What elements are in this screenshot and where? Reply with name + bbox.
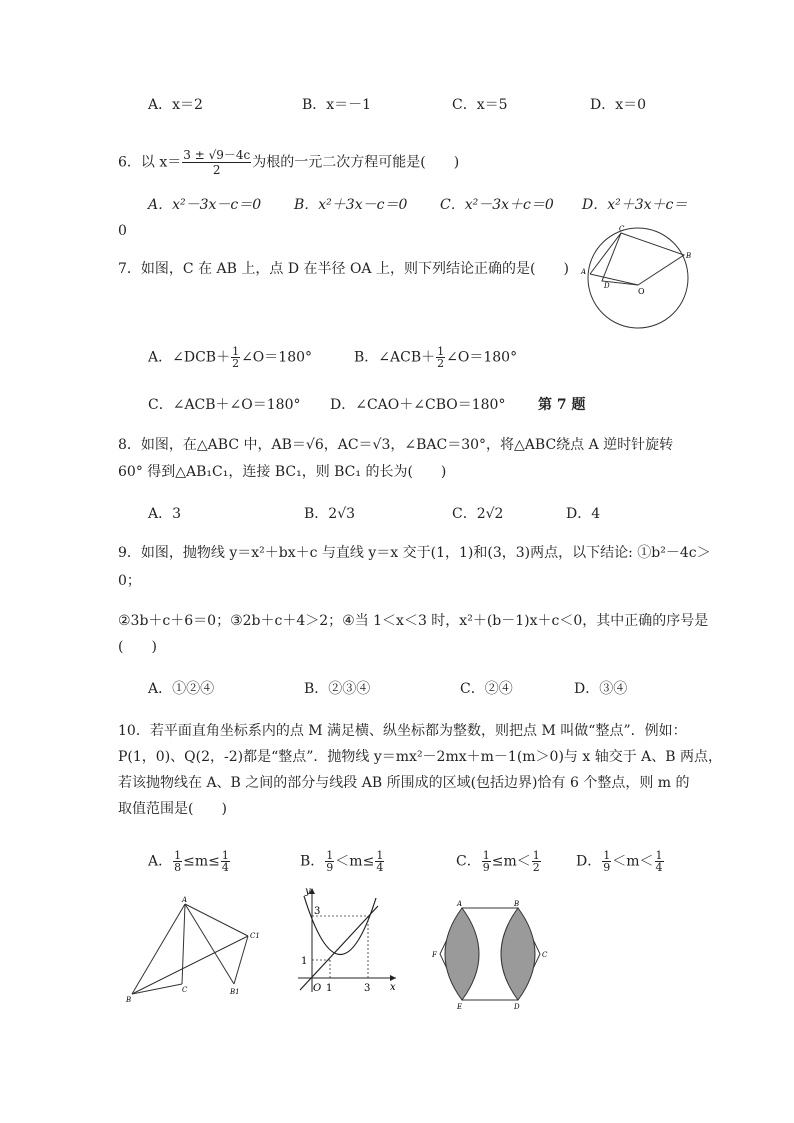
q10-d-d1: 9 [603, 861, 611, 874]
q10-a-d1: 8 [174, 861, 182, 874]
q7-stem: 7．如图，C 在 AB 上，点 D 在半径 OA 上，则下列结论正确的是( ) [118, 261, 569, 277]
q5-option-a: A．x＝2 [148, 97, 203, 113]
q9-option-a: A．①②④ [148, 681, 215, 697]
left-shaded-lens [445, 908, 479, 1000]
q10-d-n1: 1 [603, 849, 611, 862]
q7-label-o: O [638, 287, 645, 296]
q10-b-label: B． [300, 853, 325, 870]
q8-label-a: A [182, 896, 188, 904]
q10-a-label: A． [148, 853, 173, 870]
q9-tick-y3: 3 [314, 906, 321, 917]
q9-line3: ②3b＋c＋6＝0；③2b＋c＋4＞2；④当 1＜x＜3 时，x²＋(b－1)x＋c＜0，其中正确的序号是 [118, 613, 709, 629]
q8-label-b: B [126, 996, 132, 1004]
q9-tick-x1: 1 [326, 983, 333, 994]
q10-c-frac2 [532, 850, 541, 873]
hex-label-f: F [432, 951, 437, 959]
q10-line4: 取值范围是( ) [118, 801, 227, 817]
q8-seg-bc [132, 984, 182, 994]
q8-option-c: C．2√2 [452, 506, 504, 522]
q8-option-d: D．4 [566, 506, 601, 522]
hex-label-c: C [542, 951, 548, 959]
q7-option-c: C．∠ACB＋∠O＝180° [148, 397, 301, 413]
q6-option-b: B．x²＋3x－c＝0 [294, 197, 408, 213]
q9-label-o: O [313, 983, 322, 994]
q10-c-frac1 [482, 850, 491, 873]
q6-option-d: D．x²＋3x＋c＝ [582, 197, 688, 213]
q10-a-d2: 4 [221, 861, 229, 874]
q10-b-d1: 9 [326, 861, 334, 874]
q8-option-b: B．2√3 [304, 506, 356, 522]
q10-d-frac1 [602, 850, 611, 873]
q9-label-x: x [390, 982, 396, 993]
q7-half-den-a: 2 [232, 357, 240, 370]
q9-label-y: y [305, 886, 311, 897]
q10-d-d2: 4 [655, 861, 663, 874]
q6-option-d-wrap: 0 [118, 223, 127, 239]
q10-c-label: C． [456, 853, 481, 870]
q6-stem [118, 148, 459, 177]
q10-a-rel: ≤m≤ [183, 853, 220, 870]
q7-half-num-b: 1 [437, 345, 445, 358]
hex-label-d: D [514, 1003, 520, 1011]
q7-caption: 第 7 题 [538, 397, 586, 413]
q5-option-b: B．x＝－1 [302, 97, 372, 113]
q10-c-n1: 1 [482, 849, 490, 862]
q10-line2: P(1，0)、Q(2，-2)都是“整点”．抛物线 y＝mx²－2mx＋m－1(m＞0)与 x 轴交于 A、B 两点， [118, 749, 723, 765]
q7-radius-oa [590, 274, 638, 285]
hex-label-e: E [457, 1003, 463, 1011]
hexagon-figure [428, 896, 556, 1012]
q6-frac-den: 2 [212, 163, 221, 177]
q7-label-c: C [619, 225, 625, 233]
q9-parabola [304, 896, 376, 955]
q7-label-d: D [604, 282, 610, 290]
q10-option-a [148, 850, 231, 873]
q10-b-rel: ＜m≤ [335, 853, 375, 870]
q7-option-a-post: ∠O＝180° [241, 349, 313, 366]
q8-option-a: A．3 [148, 506, 182, 522]
q8-seg-b1c1 [234, 936, 248, 984]
q7-half-den-b: 2 [437, 357, 445, 370]
q6-option-a: A．x²－3x－c＝0 [148, 197, 262, 213]
q10-a-n2: 1 [221, 849, 229, 862]
q7-option-b [354, 346, 517, 369]
q9-x-arrow [390, 975, 396, 981]
q8-label-b1: B1 [230, 988, 240, 996]
q10-c-rel: ≤m＜ [491, 853, 531, 870]
q8-line1: 8．如图，在△ABC 中，AB＝√6，AC＝√3，∠BAC＝30°，将△ABC绕点 A 逆时针旋转 [118, 437, 674, 453]
q10-b-d2: 4 [376, 861, 384, 874]
q7-option-a-half [231, 346, 240, 369]
q6-stem-post: 为根的一元二次方程可能是( ) [252, 154, 460, 171]
q7-label-b: B [686, 252, 692, 260]
right-shaded-lens [501, 908, 535, 1000]
q10-option-d [576, 850, 665, 873]
q7-option-a [148, 346, 312, 369]
q5-option-d: D．x＝0 [590, 97, 647, 113]
q10-d-rel: ＜m＜ [612, 853, 654, 870]
hex-label-b: B [514, 900, 520, 908]
q10-b-frac2 [375, 850, 384, 873]
q6-fraction [182, 148, 251, 177]
q10-line3: 若该抛物线在 A、B 之间的部分与线段 AB 所围成的区域(包括边界)恰有 6 个整点，则 m 的 [118, 775, 690, 791]
q7-half-num-a: 1 [232, 345, 240, 358]
q7-figure [578, 222, 698, 338]
q6-frac-num: 3 ± √9－4c [183, 148, 251, 162]
q10-d-n2: 1 [655, 849, 663, 862]
q10-c-d2: 2 [532, 861, 540, 874]
q9-tick-y1: 1 [301, 956, 308, 967]
q7-option-b-post: ∠O＝180° [446, 349, 518, 366]
q5-option-c: C．x＝5 [452, 97, 508, 113]
hex-label-a: A [457, 900, 463, 908]
q9-line4: ( ) [118, 639, 157, 655]
q9-line2: 0； [118, 573, 141, 589]
q9-option-b: B．②③④ [304, 681, 371, 697]
q10-line1: 10．若平面直角坐标系内的点 M 满足横、纵坐标都为整数，则把点 M 叫做“整点”．例如： [118, 723, 687, 739]
q7-option-d: D．∠CAO＋∠CBO＝180° [330, 397, 506, 413]
q7-label-a: A [581, 268, 587, 276]
q7-option-a-pre: A．∠DCB＋ [148, 349, 231, 366]
q10-option-c [456, 850, 542, 873]
q10-c-d1: 9 [482, 861, 490, 874]
q10-d-label: D． [576, 853, 602, 870]
q9-option-d: D．③④ [574, 681, 628, 697]
q7-option-b-pre: B．∠ACB＋ [354, 349, 436, 366]
q9-option-c: C．②④ [460, 681, 513, 697]
q9-figure [290, 884, 402, 996]
q10-b-n2: 1 [376, 849, 384, 862]
q6-stem-pre: 6．以 x＝ [118, 154, 182, 171]
q10-b-frac1 [325, 850, 334, 873]
q10-a-frac1 [173, 850, 182, 873]
q8-label-c: C [182, 986, 188, 994]
q10-a-frac2 [221, 850, 230, 873]
q10-c-n2: 1 [532, 849, 540, 862]
q10-a-n1: 1 [174, 849, 182, 862]
q6-option-c: C．x²－3x＋c＝0 [440, 197, 554, 213]
q8-line2: 60° 得到△AB₁C₁，连接 BC₁，则 BC₁ 的长为( ) [118, 464, 447, 480]
q8-seg-ac [182, 904, 185, 984]
q10-d-frac2 [655, 850, 664, 873]
q9-tick-x3: 3 [364, 983, 371, 994]
q7-option-b-half [436, 346, 445, 369]
q8-figure [120, 896, 270, 1006]
q10-option-b [300, 850, 385, 873]
q9-line1: 9．如图，抛物线 y＝x²＋bx＋c 与直线 y＝x 交于(1，1)和(3，3)两点，以下结论: ①b²－4c＞ [118, 545, 711, 561]
q8-label-c1: C1 [250, 932, 260, 940]
q10-b-n1: 1 [326, 849, 334, 862]
